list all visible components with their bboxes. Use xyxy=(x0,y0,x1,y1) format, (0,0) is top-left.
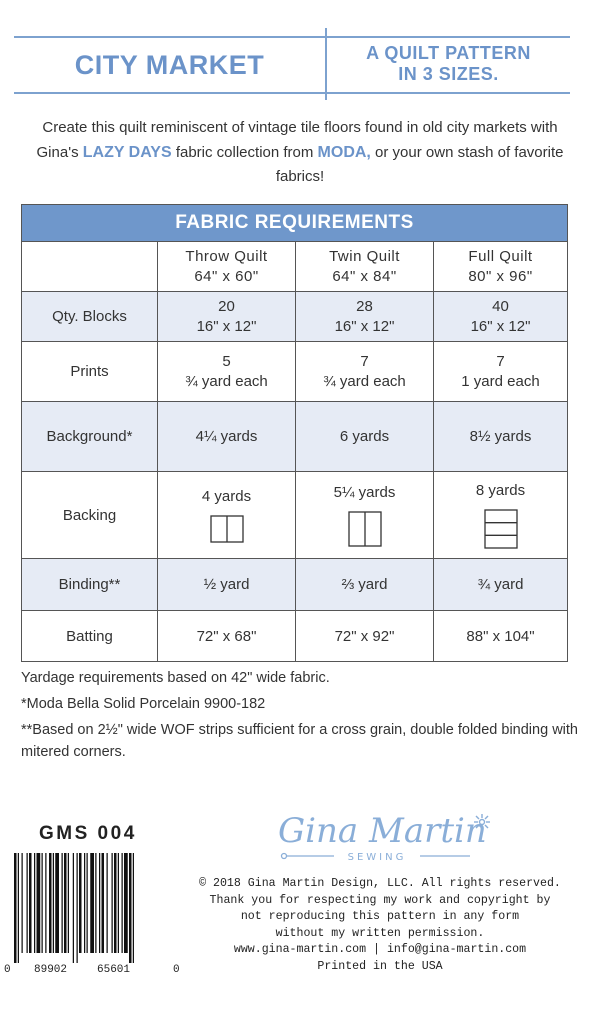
barcode-bar xyxy=(37,853,41,953)
barcode-bar xyxy=(55,853,59,953)
table-row-prints xyxy=(22,342,567,402)
table-cell xyxy=(296,472,434,558)
collection-name: LAZY DAYS xyxy=(82,143,172,161)
row-label: Qty. Blocks xyxy=(22,292,158,341)
column-header-throw xyxy=(158,242,296,291)
barcode-bar xyxy=(22,853,23,953)
barcode-bar xyxy=(64,853,67,953)
cell-value: ¾ yard each xyxy=(185,372,268,390)
barcode-bar xyxy=(62,853,63,953)
cell-value: 7 xyxy=(496,352,505,370)
cell-value: 20 xyxy=(218,297,235,315)
barcode-bar xyxy=(84,853,85,953)
barcode-bar xyxy=(49,853,52,953)
barcode-bar xyxy=(77,853,78,963)
table-cell xyxy=(434,472,567,558)
barcode-bar xyxy=(42,853,43,953)
barcode-bar xyxy=(27,853,28,953)
cell-value: 40 xyxy=(492,297,509,315)
column-size: 64" x 84" xyxy=(332,267,397,285)
cell-value: 4 yards xyxy=(201,488,252,505)
table-cell: 8½ yards xyxy=(469,428,532,445)
table-cell xyxy=(296,342,434,401)
table-cell xyxy=(158,472,296,558)
svg-text:SEWING: SEWING xyxy=(347,852,407,863)
header-rule-top xyxy=(14,36,570,38)
intro-paragraph xyxy=(20,116,580,190)
backing-diagram-two-panel-tall-icon xyxy=(348,511,382,547)
barcode-bar xyxy=(107,853,108,953)
table-cell: ⅔ yard xyxy=(296,559,434,610)
table-header-row xyxy=(22,242,567,292)
cell-value: 28 xyxy=(356,297,373,315)
cell-value: 5¼ yards xyxy=(333,484,396,501)
intro-text-2: fabric collection from xyxy=(171,143,318,161)
table-cell: 6 yards xyxy=(296,402,434,471)
barcode-bar xyxy=(102,853,105,953)
table-row-batting xyxy=(22,611,567,661)
table-row-background xyxy=(22,402,567,472)
table-row-binding xyxy=(22,559,567,611)
cell-value: 5 xyxy=(222,352,231,370)
footnotes xyxy=(21,667,581,767)
fabric-requirements-table xyxy=(21,204,568,662)
printed-in-line: Printed in the USA xyxy=(317,959,443,973)
table-cell xyxy=(434,292,567,341)
backing-diagram-three-panel-icon xyxy=(484,509,518,549)
table-cell xyxy=(434,342,567,401)
barcode-digits-group-2: 65601 xyxy=(97,964,131,976)
barcode-bar xyxy=(18,853,19,963)
barcode-bar xyxy=(45,853,46,953)
note-yardage: Yardage requirements based on 42" wide fabric. xyxy=(21,670,330,686)
header-rule-bottom xyxy=(14,92,570,94)
barcode-bar xyxy=(53,853,54,953)
barcode-bar xyxy=(90,853,94,953)
barcode-bar xyxy=(95,853,96,953)
column-size: 80" x 96" xyxy=(468,267,533,285)
cell-value: 1 yard each xyxy=(461,372,540,390)
row-label: Background* xyxy=(22,402,158,471)
table-row-backing xyxy=(22,472,567,559)
barcode-bar xyxy=(99,853,100,953)
column-header-full xyxy=(434,242,567,291)
cell-value: 16" x 12" xyxy=(334,317,395,335)
gina-martin-sewing-logo xyxy=(270,800,500,870)
barcode-digit-left: 0 xyxy=(4,964,11,976)
header-empty-cell xyxy=(22,242,158,291)
subtitle-line-1: A QUILT PATTERN xyxy=(366,43,531,63)
barcode-bar xyxy=(133,853,134,963)
cell-value: 16" x 12" xyxy=(470,317,531,335)
row-label: Backing xyxy=(22,472,158,558)
table-title: FABRIC REQUIREMENTS xyxy=(22,205,567,242)
table-cell: ½ yard xyxy=(158,559,296,610)
barcode-bar xyxy=(73,853,74,963)
column-size: 64" x 60" xyxy=(194,267,259,285)
copyright-line: © 2018 Gina Martin Design, LLC. All rights reserved. xyxy=(199,877,561,890)
barcode-bar xyxy=(122,853,123,953)
barcode-digits-group-1: 89902 xyxy=(34,964,68,976)
row-label: Batting xyxy=(22,611,158,661)
table-cell: 4¼ yards xyxy=(158,402,296,471)
barcode-bar xyxy=(114,853,117,953)
barcode-digit-right: 0 xyxy=(173,964,180,976)
barcode-bar xyxy=(112,853,113,953)
intro-text-1: Create this quilt reminiscent of vintage tile floors found in old city markets with Gina's xyxy=(36,119,558,161)
barcode-bar xyxy=(87,853,88,953)
table-cell xyxy=(296,292,434,341)
column-name: Full Quilt xyxy=(468,247,533,265)
svg-text:Gina Martin: Gina Martin xyxy=(278,811,487,851)
table-cell: 88" x 104" xyxy=(466,627,535,645)
barcode-bar xyxy=(118,853,119,953)
column-name: Throw Quilt xyxy=(185,247,268,265)
column-header-twin xyxy=(296,242,434,291)
table-cell: 72" x 68" xyxy=(158,611,296,661)
barcode-bar xyxy=(129,853,132,963)
product-code: GMS 004 xyxy=(39,823,137,844)
table-cell xyxy=(158,342,296,401)
copyright-line: without my written permission. xyxy=(275,926,485,940)
barcode-bar xyxy=(14,853,17,963)
table-row-blocks xyxy=(22,292,567,342)
barcode-bar xyxy=(29,853,32,953)
brand-name: MODA, xyxy=(317,143,371,161)
barcode-image xyxy=(12,853,182,963)
pattern-subtitle xyxy=(327,43,570,85)
copyright-line: not reproducing this pattern in any form xyxy=(240,910,520,924)
row-label: Binding** xyxy=(22,559,158,610)
barcode-bar xyxy=(34,853,35,953)
table-cell: ¾ yard xyxy=(477,576,524,593)
barcode-bar xyxy=(124,853,128,953)
contact-line: www.gina-martin.com | info@gina-martin.com xyxy=(233,943,527,957)
note-background: *Moda Bella Solid Porcelain 9900-182 xyxy=(21,696,266,712)
pattern-title: CITY MARKET xyxy=(74,50,265,80)
table-cell xyxy=(158,292,296,341)
copyright-line: Thank you for respecting my work and copyright by xyxy=(209,893,551,907)
cell-value: 16" x 12" xyxy=(196,317,257,335)
cell-value: 8 yards xyxy=(475,482,526,499)
barcode-bar xyxy=(79,853,82,953)
cell-value: ¾ yard each xyxy=(323,372,406,390)
note-binding: **Based on 2½" wide WOF strips sufficient for a cross grain, double folded binding with mitered corners. xyxy=(21,722,578,760)
row-label: Prints xyxy=(22,342,158,401)
table-cell: 72" x 92" xyxy=(296,611,434,661)
backing-diagram-two-panel-icon xyxy=(210,515,244,543)
intro-text-3: or your own stash of favorite fabrics! xyxy=(275,143,564,185)
subtitle-line-2: IN 3 SIZES. xyxy=(398,64,499,84)
barcode-bar xyxy=(68,853,69,953)
copyright-block xyxy=(196,876,564,976)
column-name: Twin Quilt xyxy=(329,247,400,265)
cell-value: 7 xyxy=(360,352,369,370)
